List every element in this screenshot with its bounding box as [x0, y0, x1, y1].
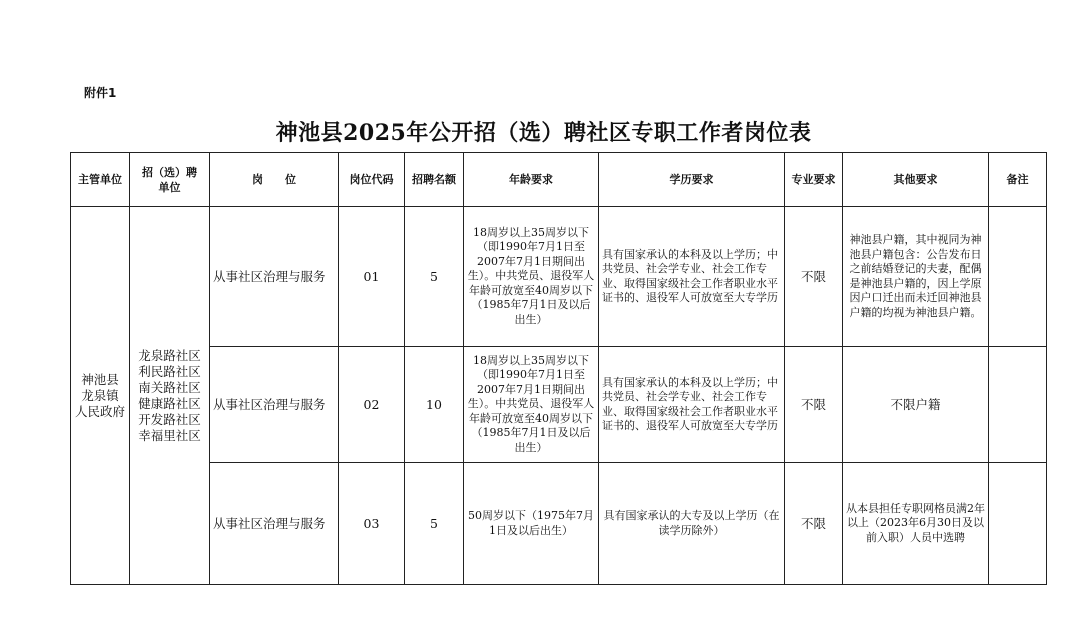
post-cell: 从事社区治理与服务	[210, 207, 339, 347]
edu-cell: 具有国家承认的本科及以上学历；中共党员、社会学专业、社会工作专业、取得国家级社会工作者职业水平证书的、退役军人可放宽至大专学历	[599, 207, 785, 347]
unit-cell: 龙泉路社区 利民路社区 南关路社区 健康路社区 开发路社区 幸福里社区	[130, 207, 210, 585]
header-other: 其他要求	[843, 153, 989, 207]
header-dept: 主管单位	[71, 153, 130, 207]
header-code: 岗位代码	[339, 153, 405, 207]
remark-cell	[989, 207, 1047, 347]
dept-cell: 神池县 龙泉镇 人民政府	[71, 207, 130, 585]
job-table	[70, 152, 1047, 585]
header-count: 招聘名额	[405, 153, 464, 207]
major-cell: 不限	[785, 347, 843, 463]
header-post: 岗 位	[210, 153, 339, 207]
header-major: 专业要求	[785, 153, 843, 207]
page-title: 神池县2025年公开招（选）聘社区专职工作者岗位表	[275, 120, 812, 146]
header-age: 年龄要求	[464, 153, 599, 207]
code-cell: 01	[339, 207, 405, 347]
edu-cell: 具有国家承认的大专及以上学历（在读学历除外）	[599, 463, 785, 585]
remark-cell	[989, 463, 1047, 585]
age-cell: 18周岁以上35周岁以下（即1990年7月1日至2007年7月1日期间出生）。中共党员、退役军人年龄可放宽至40周岁以下（1985年7月1日及以后出生）	[464, 347, 599, 463]
edu-cell: 具有国家承认的本科及以上学历；中共党员、社会学专业、社会工作专业、取得国家级社会工作者职业水平证书的、退役军人可放宽至大专学历	[599, 347, 785, 463]
code-cell: 02	[339, 347, 405, 463]
table-row	[71, 347, 1047, 463]
header-unit: 招（选）聘 单位	[130, 153, 210, 207]
header-remark: 备注	[989, 153, 1047, 207]
count-cell: 10	[405, 347, 464, 463]
other-cell: 从本县担任专职网格员满2年以上（2023年6月30日及以前入职）人员中选聘	[843, 463, 989, 585]
count-cell: 5	[405, 207, 464, 347]
other-cell: 神池县户籍，其中视同为神池县户籍包含：公告发布日之前结婚登记的夫妻，配偶是神池县户籍的，因上学原因户口迁出而未迁回神池县户籍的均视为神池县户籍。	[843, 207, 989, 347]
major-cell: 不限	[785, 207, 843, 347]
age-cell: 50周岁以下（1975年7月1日及以后出生）	[464, 463, 599, 585]
table-row	[71, 207, 1047, 347]
major-cell: 不限	[785, 463, 843, 585]
age-cell: 18周岁以上35周岁以下（即1990年7月1日至2007年7月1日期间出生）。中共党员、退役军人年龄可放宽至40周岁以下（1985年7月1日及以后出生）	[464, 207, 599, 347]
header-row	[71, 153, 1047, 207]
code-cell: 03	[339, 463, 405, 585]
table-row	[71, 463, 1047, 585]
remark-cell	[989, 347, 1047, 463]
count-cell: 5	[405, 463, 464, 585]
attachment-label: 附件1	[84, 86, 117, 100]
other-cell: 不限户籍	[843, 347, 989, 463]
header-edu: 学历要求	[599, 153, 785, 207]
post-cell: 从事社区治理与服务	[210, 463, 339, 585]
post-cell: 从事社区治理与服务	[210, 347, 339, 463]
